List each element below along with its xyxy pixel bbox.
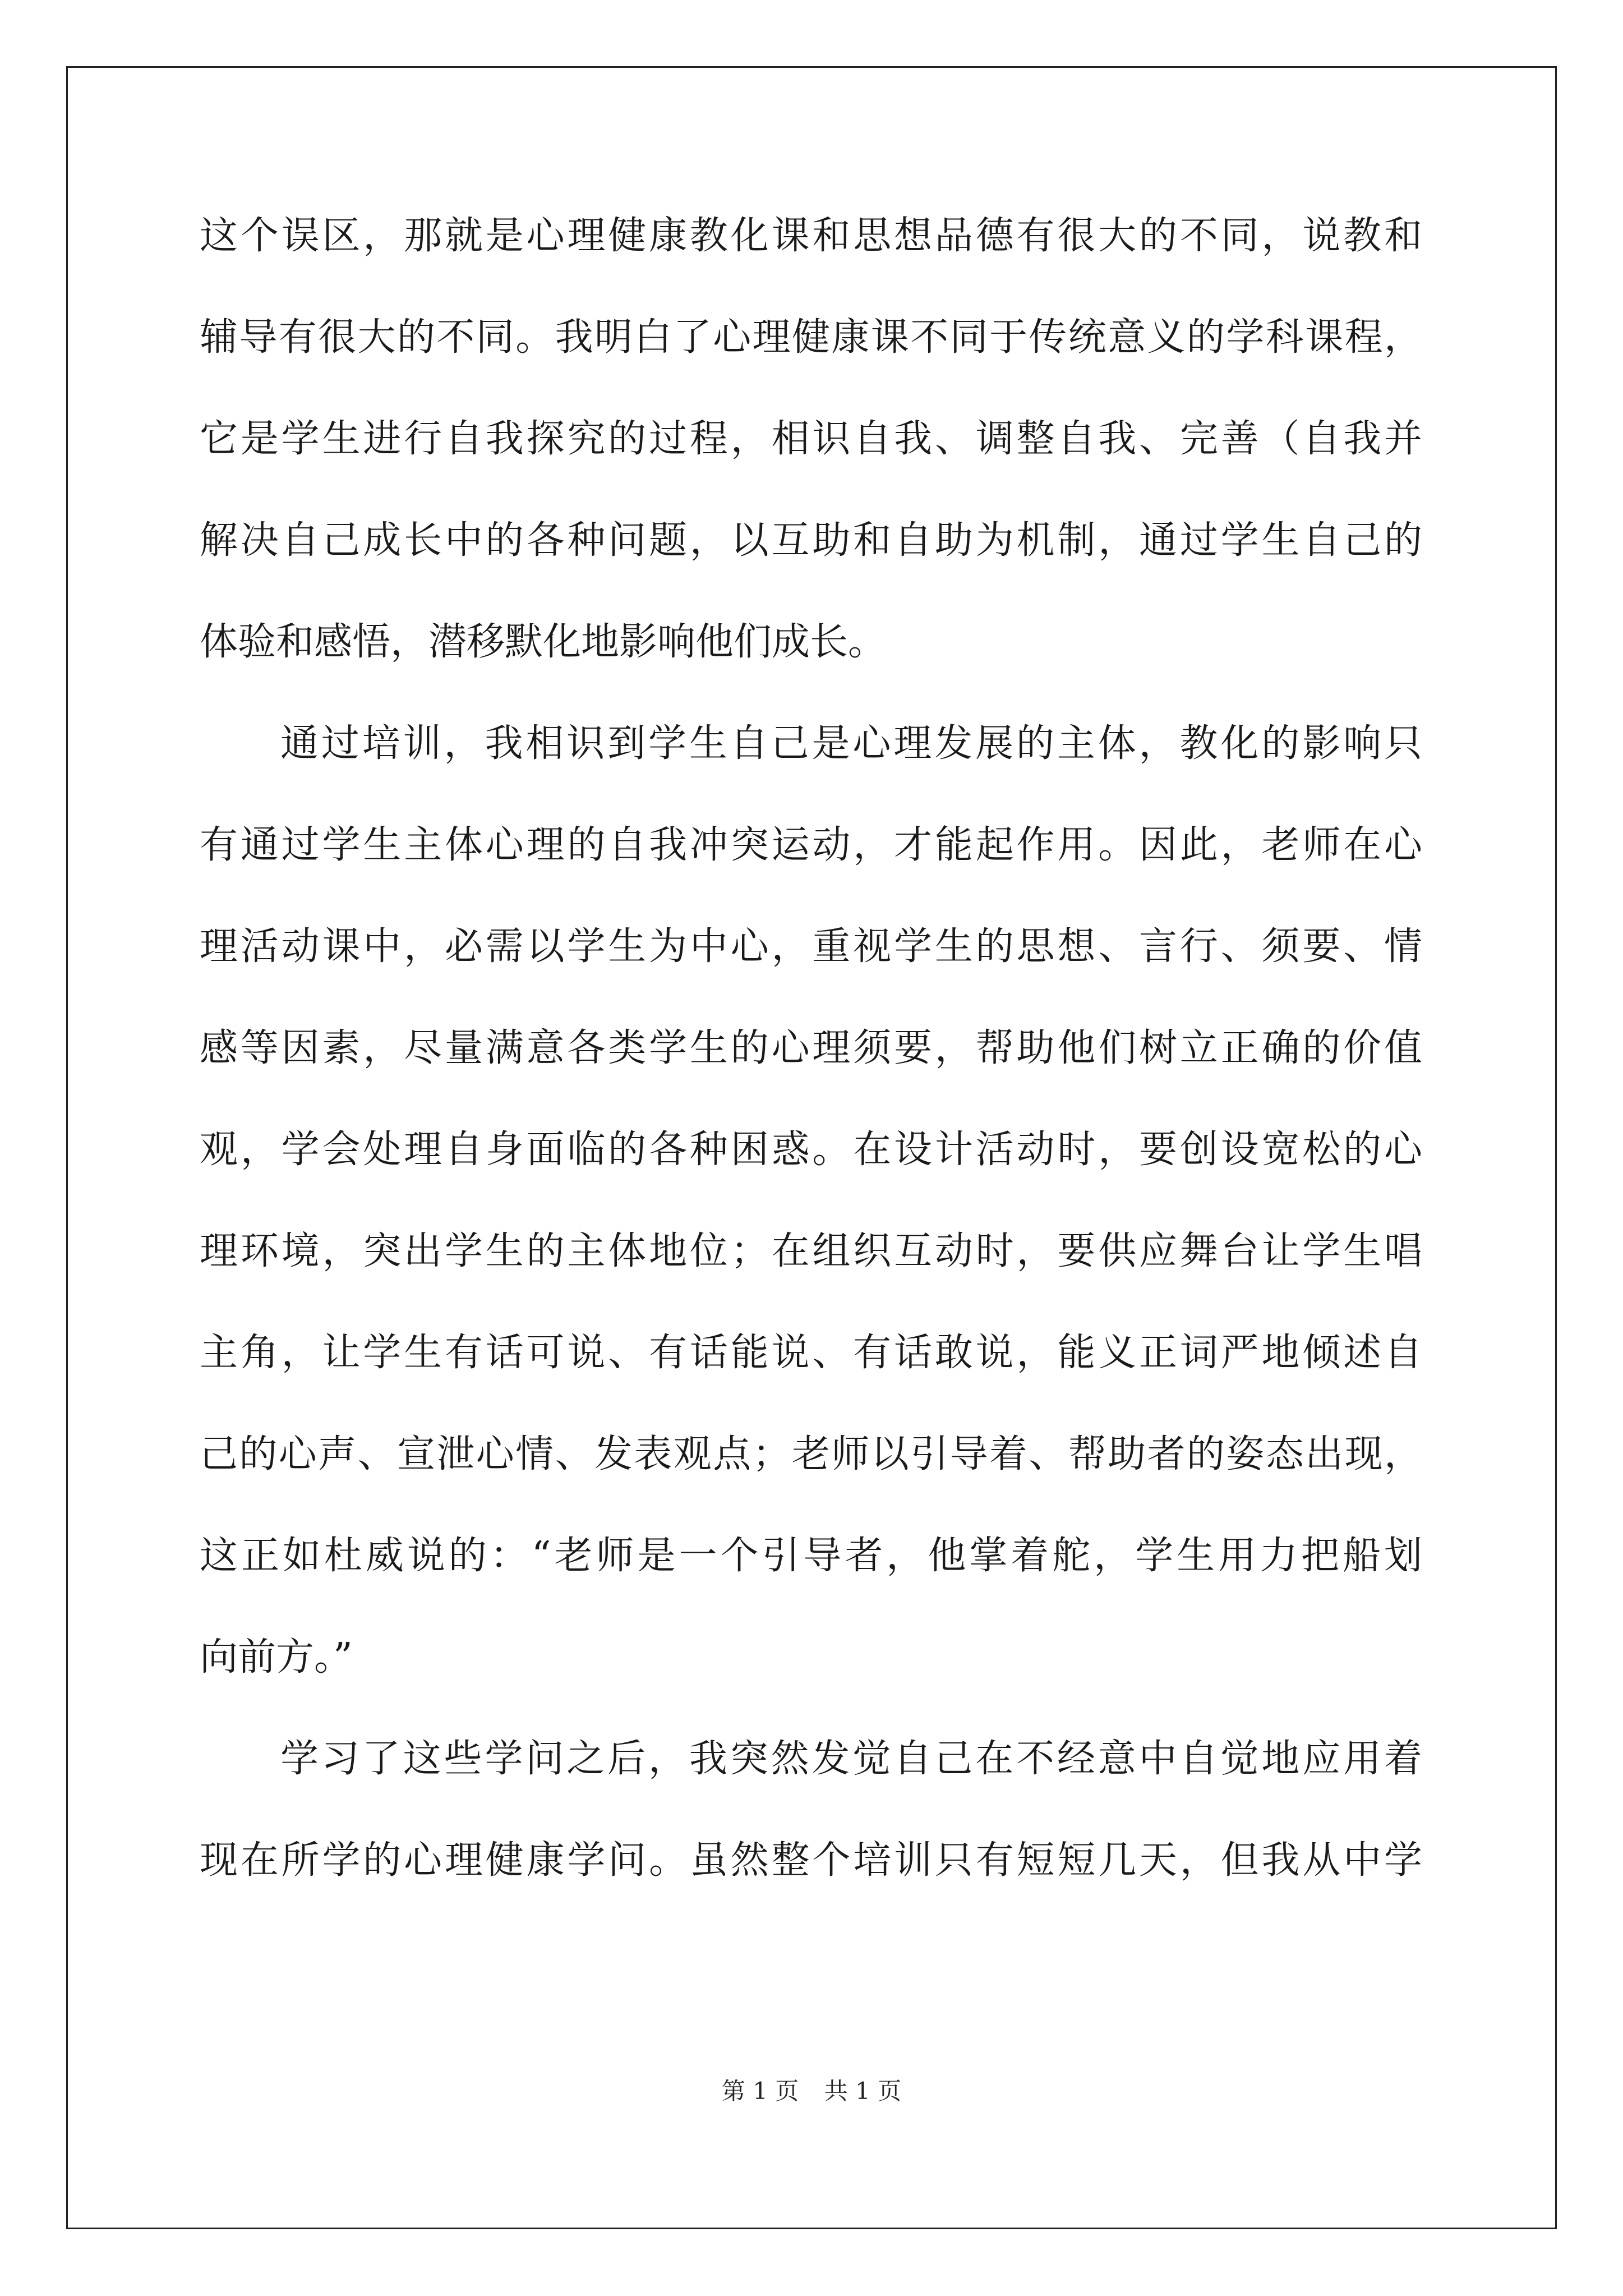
text-line: 己的心声、宣泄心情、发表观点；老师以引导着、帮助者的姿态出现， xyxy=(200,1432,1422,1476)
text-line: 这正如杜威说的：“老师是一个引导者，他掌着舵，学生用力把船划 xyxy=(200,1534,1422,1578)
text-line: 通过培训，我相识到学生自己是心理发展的主体，教化的影响只 xyxy=(280,721,1422,766)
text-line: 它是学生进行自我探究的过程，相识自我、调整自我、完善（自我并 xyxy=(200,417,1422,461)
text-line: 这个误区，那就是心理健康教化课和思想品德有很大的不同，说教和 xyxy=(200,214,1422,258)
text-line: 理活动课中，必需以学生为中心，重视学生的思想、言行、须要、情 xyxy=(200,924,1422,969)
text-line: 感等因素，尽量满意各类学生的心理须要，帮助他们树立正确的价值 xyxy=(200,1026,1422,1070)
text-line: 现在所学的心理健康学问。虽然整个培训只有短短几天，但我从中学 xyxy=(200,1838,1422,1883)
text-line: 观，学会处理自身面临的各种困惑。在设计活动时，要创设宽松的心 xyxy=(200,1128,1422,1172)
text-line: 主角，让学生有话可说、有话能说、有话敢说，能义正词严地倾述自 xyxy=(200,1331,1422,1375)
text-line: 解决自己成长中的各种问题，以互助和自助为机制，通过学生自己的 xyxy=(200,518,1422,563)
text-line: 向前方。” xyxy=(200,1635,353,1680)
text-line: 理环境，突出学生的主体地位；在组织互动时，要供应舞台让学生唱 xyxy=(200,1229,1422,1273)
page-number: 第 1 页 xyxy=(721,2077,799,2105)
page-footer xyxy=(0,2076,1623,2107)
document-body xyxy=(200,212,1422,1938)
text-line: 辅导有很大的不同。我明白了心理健康课不同于传统意义的学科课程， xyxy=(200,315,1422,360)
page-total: 共 1 页 xyxy=(824,2077,902,2105)
text-line: 有通过学生主体心理的自我冲突运动，才能起作用。因此，老师在心 xyxy=(200,823,1422,867)
text-line: 学习了这些学问之后，我突然发觉自己在不经意中自觉地应用着 xyxy=(280,1737,1422,1781)
text-line: 体验和感悟，潜移默化地影响他们成长。 xyxy=(200,620,887,664)
